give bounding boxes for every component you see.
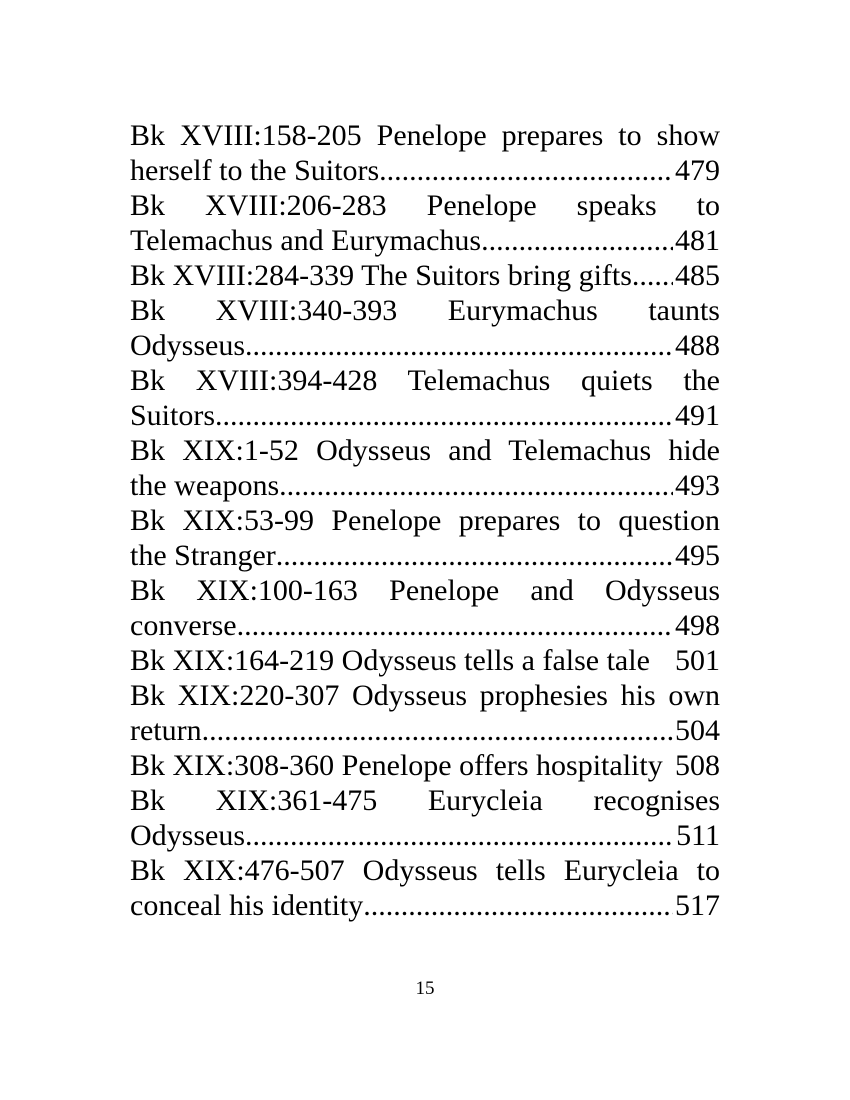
toc-entry-title-end: the Stranger (130, 539, 276, 572)
dot-leader (245, 818, 674, 853)
toc-entry-title-line: Bk XVIII:394-428 Telemachus quiets the (130, 364, 720, 397)
toc-entry-title-line: Bk XVIII:340-393 Eurymachus taunts (130, 294, 720, 327)
toc-entry-page: 479 (675, 154, 720, 187)
table-of-contents (130, 118, 720, 923)
toc-entry-title-line: Bk XIX:1-52 Odysseus and Telemachus hide (130, 434, 720, 467)
toc-entry-title-end: Odysseus (130, 819, 246, 852)
toc-entry-title-end: Odysseus (130, 329, 246, 362)
toc-entry[interactable] (130, 748, 720, 783)
toc-entry-leader-line (130, 608, 720, 643)
toc-entry-leader-line (130, 398, 720, 433)
toc-entry-page: 504 (675, 714, 720, 747)
toc-entry-page: 493 (675, 469, 720, 502)
toc-entry-page: 517 (675, 889, 720, 922)
dot-leader (379, 153, 673, 188)
toc-entry-title-line: Bk XVIII:206-283 Penelope speaks to (130, 189, 720, 222)
toc-entry-title-line: Bk XVIII:158-205 Penelope prepares to show (130, 119, 720, 152)
toc-entry[interactable] (130, 293, 720, 363)
toc-entry-page: 495 (675, 539, 720, 572)
toc-entry[interactable] (130, 678, 720, 748)
toc-entry-title-end: the weapons (130, 469, 280, 502)
toc-entry-leader-line (130, 643, 720, 678)
toc-entry-title-line: Bk XIX:476-507 Odysseus tells Eurycleia to (130, 854, 720, 887)
page-number: 15 (415, 978, 435, 999)
toc-entry-title-line: Bk XIX:100-163 Penelope and Odysseus (130, 574, 720, 607)
dot-leader (632, 258, 673, 293)
toc-entry-page: 501 (675, 644, 720, 677)
toc-entry-leader-line (130, 888, 720, 923)
toc-entry-title-end: Bk XIX:164-219 Odysseus tells a false tale (130, 644, 650, 677)
toc-entry[interactable] (130, 853, 720, 923)
toc-entry[interactable] (130, 258, 720, 293)
toc-entry[interactable] (130, 433, 720, 503)
toc-entry-title-end: converse (130, 609, 237, 642)
toc-entry-leader-line (130, 538, 720, 573)
toc-entry-title-end: return (130, 714, 202, 747)
toc-entry-leader-line (130, 153, 720, 188)
dot-leader (245, 328, 673, 363)
dot-leader (202, 713, 673, 748)
toc-entry-page: 488 (675, 329, 720, 362)
dot-leader (363, 888, 673, 923)
toc-entry-title-end: Telemachus and Eurymachus (130, 224, 482, 257)
toc-entry[interactable] (130, 118, 720, 188)
toc-entry[interactable] (130, 573, 720, 643)
toc-entry-title-end: Bk XIX:308-360 Penelope offers hospitality (130, 749, 663, 782)
toc-entry-leader-line (130, 468, 720, 503)
toc-entry-title-line: Bk XIX:220-307 Odysseus prophesies his own (130, 679, 720, 712)
dot-leader (276, 538, 673, 573)
toc-entry-title-end: Bk XVIII:284-339 The Suitors bring gifts (130, 259, 632, 292)
toc-entry-title-end: conceal his identity (130, 889, 364, 922)
toc-entry-page: 508 (675, 749, 720, 782)
toc-entry-page: 481 (675, 224, 720, 257)
toc-entry-title-end: herself to the Suitors (130, 154, 380, 187)
dot-leader (279, 468, 673, 503)
dot-leader (481, 223, 673, 258)
toc-entry-title-line: Bk XIX:361-475 Eurycleia recognises (130, 784, 720, 817)
toc-entry-leader-line (130, 328, 720, 363)
toc-entry-leader-line (130, 223, 720, 258)
toc-entry-leader-line (130, 258, 720, 293)
toc-entry-leader-line (130, 748, 720, 783)
toc-entry[interactable] (130, 783, 720, 853)
dot-leader (215, 398, 673, 433)
toc-entry-leader-line (130, 713, 720, 748)
toc-entry-leader-line (130, 818, 720, 853)
toc-entry-title-end: Suitors (130, 399, 216, 432)
toc-entry-page: 511 (676, 819, 720, 852)
dot-leader (237, 608, 673, 643)
toc-entry[interactable] (130, 188, 720, 258)
toc-entry[interactable] (130, 363, 720, 433)
toc-entry[interactable] (130, 643, 720, 678)
toc-entry-title-line: Bk XIX:53-99 Penelope prepares to question (130, 504, 720, 537)
toc-entry-page: 491 (675, 399, 720, 432)
toc-entry-page: 498 (675, 609, 720, 642)
toc-entry[interactable] (130, 503, 720, 573)
toc-entry-page: 485 (675, 259, 720, 292)
